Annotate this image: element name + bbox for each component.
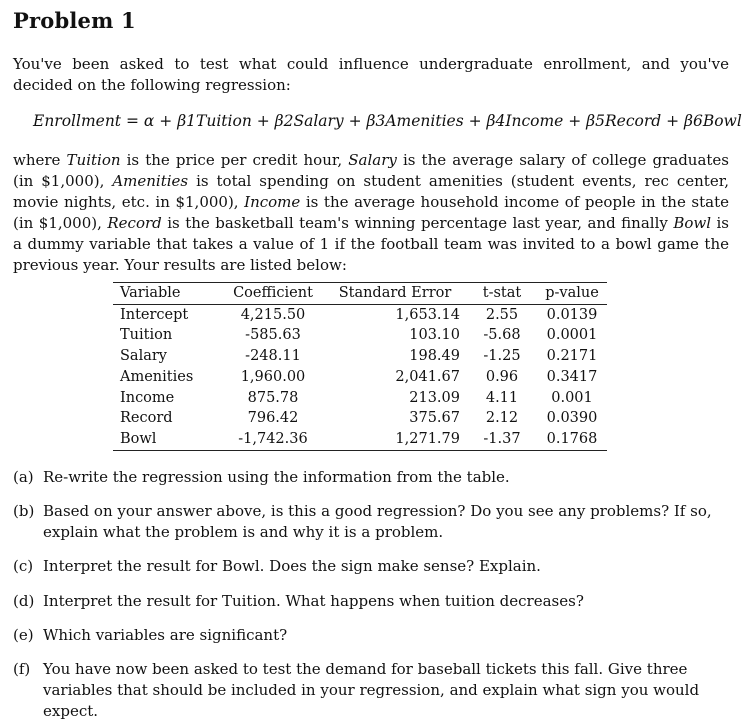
desc-text: is the average salary of college graduates (in $1,000),: [13, 151, 730, 190]
equation-rhs: α + β1Tuition + β2Salary + β3Amenities + β4Income + β5Record + β6Bowl: [143, 112, 742, 130]
cell-variable: Intercept: [120, 306, 189, 323]
question-text: You have now been asked to test the demand for baseball tickets this fall. Give three variables that should be included in your regression, and explain what sign you would expect.: [43, 660, 700, 720]
table-row: [113, 388, 607, 409]
cell-coefficient: 1,960.00: [240, 368, 306, 385]
header-standard-error: Standard Error: [323, 283, 467, 305]
cell-t-stat: -5.68: [483, 327, 521, 344]
cell-p-value: 0.2171: [546, 348, 598, 365]
table-row: [113, 408, 607, 429]
question-text: Interpret the result for Tuition. What happens when tuition decreases?: [43, 592, 584, 610]
variable-description: [13, 150, 729, 276]
question-label: (a): [13, 468, 34, 486]
table-row: [113, 304, 607, 325]
cell-p-value: 0.0390: [546, 410, 598, 427]
regression-equation: Enrollment = α + β1Tuition + β2Salary + β3Amenities + β4Income + β5Record + β6Bowl: [33, 112, 742, 130]
cell-t-stat: -1.37: [467, 429, 537, 450]
question-label: (f): [13, 660, 31, 678]
question-text: Interpret the result for Bowl. Does the sign make sense? Explain.: [43, 557, 541, 575]
question-text: Which variables are significant?: [43, 626, 288, 644]
cell-coefficient: 4,215.50: [240, 306, 306, 323]
desc-text: is total spending on student amenities (student events, rec center, movie nights, etc. in $1,000),: [13, 172, 729, 211]
cell-p-value: 0.1768: [537, 429, 607, 450]
table-row: [113, 367, 607, 388]
cell-variable: Record: [120, 410, 173, 427]
cell-standard-error: 2,041.67: [395, 368, 460, 385]
intro-paragraph: You've been asked to test what could influence undergraduate enrollment, and you've decided on the following regression:: [13, 55, 729, 94]
cell-standard-error: 375.67: [409, 410, 460, 427]
desc-var-bowl: Bowl: [673, 214, 712, 232]
desc-var-salary: Salary: [348, 151, 397, 169]
question-label: (e): [13, 626, 34, 644]
question-e: [13, 625, 729, 646]
question-text: Based on your answer above, is this a good regression? Do you see any problems? If so, explain what the problem is and why it is a problem.: [43, 502, 712, 541]
cell-coefficient: 875.78: [247, 389, 299, 406]
cell-variable: Bowl: [113, 429, 223, 450]
question-a: [13, 467, 729, 488]
desc-var-record: Record: [107, 214, 162, 232]
cell-t-stat: 4.11: [485, 389, 519, 406]
cell-p-value: 0.0139: [546, 306, 598, 323]
cell-coefficient: -585.63: [245, 327, 301, 344]
cell-variable: Amenities: [120, 368, 194, 385]
table-header-row: [113, 283, 607, 305]
cell-t-stat: 2.12: [485, 410, 519, 427]
cell-standard-error: 198.49: [409, 348, 460, 365]
desc-text: is the basketball team's winning percentage last year, and finally: [161, 214, 674, 232]
table-row: [113, 429, 607, 450]
table-row: [113, 325, 607, 346]
cell-standard-error: 1,271.79: [323, 429, 467, 450]
question-d: [13, 591, 729, 612]
cell-variable: Salary: [120, 348, 167, 365]
regression-results-table: [113, 282, 607, 451]
question-b: [13, 501, 729, 543]
question-f: [13, 659, 729, 722]
equation-lhs: Enrollment: [33, 112, 122, 130]
desc-var-amenities: Amenities: [112, 172, 189, 190]
cell-p-value: 0.0001: [546, 327, 598, 344]
cell-variable: Tuition: [120, 327, 173, 344]
desc-var-tuition: Tuition: [66, 151, 121, 169]
problem-title: Problem 1: [13, 8, 136, 33]
desc-text: is the price per credit hour,: [120, 151, 349, 169]
header-coefficient: Coefficient: [223, 283, 323, 305]
desc-text: where: [13, 151, 67, 169]
table-row: [113, 346, 607, 367]
cell-p-value: 0.3417: [546, 368, 598, 385]
cell-standard-error: 103.10: [409, 327, 460, 344]
cell-t-stat: 0.96: [485, 368, 519, 385]
header-t-stat: t-stat: [467, 283, 537, 305]
desc-text: is the average household income of people in the state (in $1,000),: [13, 193, 729, 232]
question-label: (d): [13, 592, 35, 610]
cell-coefficient: -1,742.36: [223, 429, 323, 450]
desc-text: is a dummy variable that takes a value of 1 if the football team was invited to a bowl game the previous year. Your results are listed below:: [13, 214, 730, 274]
header-p-value: p-value: [537, 283, 607, 305]
cell-standard-error: 1,653.14: [395, 306, 460, 323]
question-text: Re-write the regression using the information from the table.: [43, 468, 510, 486]
question-label: (c): [13, 557, 34, 575]
header-variable: Variable: [113, 283, 223, 305]
cell-t-stat: -1.25: [483, 348, 521, 365]
desc-var-income: Income: [244, 193, 301, 211]
cell-t-stat: 2.55: [485, 306, 519, 323]
question-c: [13, 556, 729, 577]
cell-p-value: 0.001: [551, 389, 593, 406]
cell-coefficient: 796.42: [247, 410, 299, 427]
question-label: (b): [13, 502, 35, 520]
cell-variable: Income: [120, 389, 175, 406]
cell-coefficient: -248.11: [245, 348, 301, 365]
cell-standard-error: 213.09: [409, 389, 460, 406]
